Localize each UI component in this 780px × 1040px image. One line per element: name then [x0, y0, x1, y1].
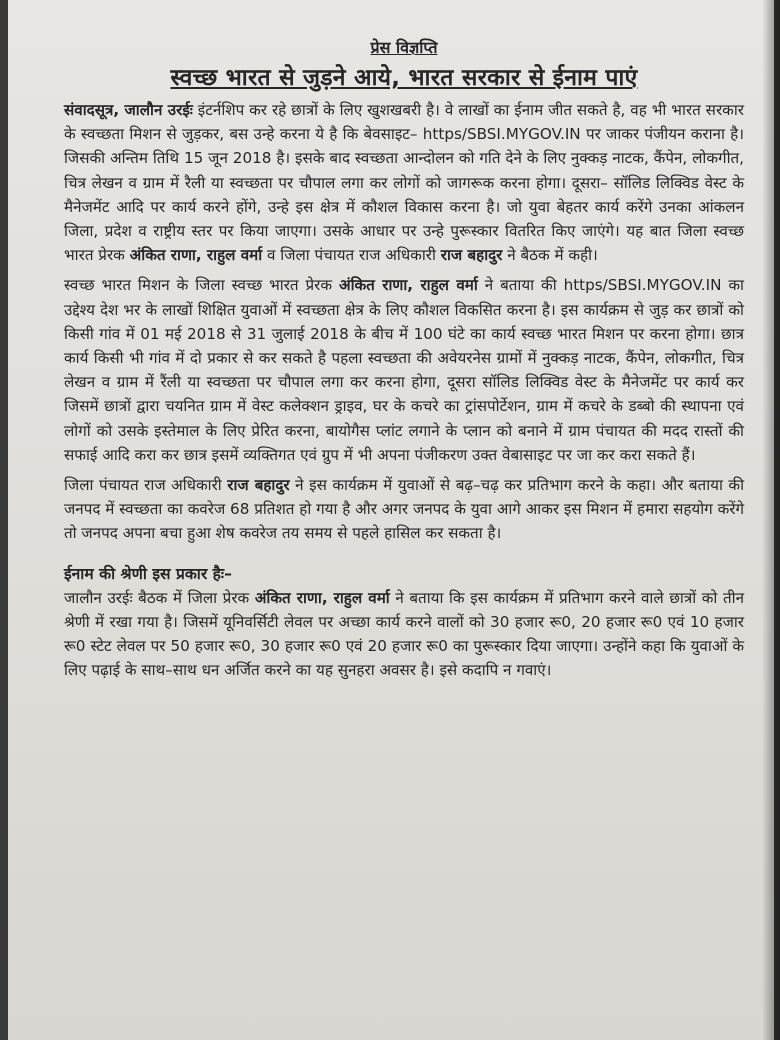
paragraph-1-text-a: इंटर्नशिप कर रहे छात्रों के लिए खुशखबरी है। वे लाखों का ईनाम जीत सकते है, वह भी भारत सरकार के स्वच्छता मिशन से जुड़कर, बस उन्हे करना ये है कि बेवसाइट– https/SBSI.MYGOV.IN पर जाकर पंजीयन कराना है। जिसकी अन्तिम तिथि 15 जून 2018 है। इसके बाद स्वच्छता आन्दोलन को गति देने के लिए नुक्कड़ नाटक, कैंपेन, लोकगीत, चित्र लेखन व ग्राम में रैली या स्वच्छता पर चौपाल लगा कर लोगों को जागरूक करना होगा। दूसरा– सॉलिड लिक्विड वेस्ट के मैनेजमेंट आदि पर कार्य करने होंगे, उन्हे इस क्षेत्र में कौशल विकास करना है। जो युवा बेहतर कार्य करेंगे उनका आंकलन जिला, प्रदेश व राष्ट्रीय स्तर पर किया जाएगा। उसके आधार पर उन्हे पुरूस्कार वितरित किए जाएंगे। यह बात जिला स्वच्छ भारत प्रेरक	[64, 101, 744, 265]
paragraph-1-text-b: व जिला पंचायत राज अधिकारी	[262, 246, 441, 265]
paragraph-2	[64, 273, 744, 467]
paragraph-4-names: अंकित राणा, राहुल वर्मा	[254, 588, 390, 607]
page-edge-shadow	[762, 0, 780, 1040]
paragraph-4-text-b: ने बताया कि इस कार्यक्रम में प्रतिभाग करने वाले छात्रों को तीन श्रेणी में रखा गया है। जिसमें यूनिवर्सिटी लेवल पर अच्छा कार्य करने वालों को 30 हजार रू0, 20 हजार रू0 एवं 10 हजार रू0 स्टेट लेवल पर 50 हजार रू0, 30 हजार रू0 एवं 20 हजार रू0 का पुरूस्कार दिया जाएगा। उन्होंने कहा कि युवाओं के लिए पढ़ाई के साथ–साथ धन अर्जित करने का यह सुनहरा अवसर है। इसे कदापि न गवाएं।	[64, 588, 744, 680]
section-heading-prizes: ईनाम की श्रेणी इस प्रकार हैः–	[64, 564, 232, 583]
paragraph-1-names: अंकित राणा, राहुल वर्मा	[129, 246, 263, 265]
paragraph-1	[64, 98, 744, 267]
paragraph-2-text-b: ने बताया की https/SBSI.MYGOV.IN का उद्देश्य देश भर के लाखों शिक्षित युवाओं में स्वच्छता क्षेत्र के लिए कौशल विकसित करना है। इस कार्यक्रम से जुड़ कर छात्रों को किसी गांव में 01 मई 2018 से 31 जुलाई 2018 के बीच में 100 घंटे का कार्य स्वच्छ भारत मिशन पर करना होगा। छात्र कार्य किसी भी गांव में दो प्रकार से कर सकते है पहला स्वच्छता की अवेयरनेस ग्रामों में नुक्कड़ नाटक, कैंपेन, लोकगीत, चित्र लेखन व ग्राम में रैंली या स्वच्छता पर चौपाल लगा कर करना होगा, दूसरा सॉलिड लिक्विड वेस्ट के मैनेजमेंट पर कार्य कर जिसमें छात्रों द्वारा चयनित ग्राम में वेस्ट कलेक्शन ड्राइव, घर के कचरे का ट्रांसपोर्टेशन, ग्राम में कचरे के डब्बो की स्थापना एवं लोगों को उसके इस्तेमाल के लिए प्रेरित करना, बायोगैस प्लांट लगाने के प्लान को बनाने में ग्राम पंचायत की मदद रास्तों की सफाई आदि करा कर छात्र इसमें व्यक्तिगत एवं ग्रुप में भी अपना पंजीकरण उक्त वेबासाइट पर जा कर करा सकते हैं।	[64, 276, 744, 464]
page-title: स्वच्छ भारत से जुड़ने आये, भारत सरकार से ईनाम पाएं	[170, 65, 638, 91]
paragraph-2-names: अंकित राणा, राहुल वर्मा	[338, 276, 478, 295]
paragraph-1-officer: राज बहादुर	[440, 246, 503, 265]
press-release-label: प्रेस विज्ञप्ति	[370, 38, 438, 57]
paragraph-4	[64, 586, 744, 683]
paragraph-2-text-a: स्वच्छ भारत मिशन के जिला स्वच्छ भारत प्रेरक	[64, 276, 339, 295]
paragraph-3-officer: राज बहादुर	[227, 476, 290, 495]
paragraph-3-text-b: ने इस कार्यक्रम में युवाओं से बढ़–चढ़ कर प्रतिभाग करने के कहा। और बताया की जनपद में स्वच्छता का कवरेज 68 प्रतिशत हो गया है और अगर जनपद के युवा आगे आकर इस मिशन में हमारा सहयोग करेंगे तो जनपद अपना बचा हुआ शेष कवरेज तय समय से पहले हासिल कर सकता है।	[64, 476, 745, 543]
paragraph-3	[64, 473, 744, 546]
press-release-page	[8, 0, 774, 1040]
paragraph-3-text-a: जिला पंचायत राज अधिकारी	[64, 476, 228, 495]
dateline: संवादसूत्र, जालौन उरईः	[64, 101, 193, 119]
paragraph-4-text-a: जालौन उरईः बैठक में जिला प्रेरक	[64, 588, 255, 607]
paragraph-1-text-c: ने बैठक में कही।	[502, 246, 598, 265]
